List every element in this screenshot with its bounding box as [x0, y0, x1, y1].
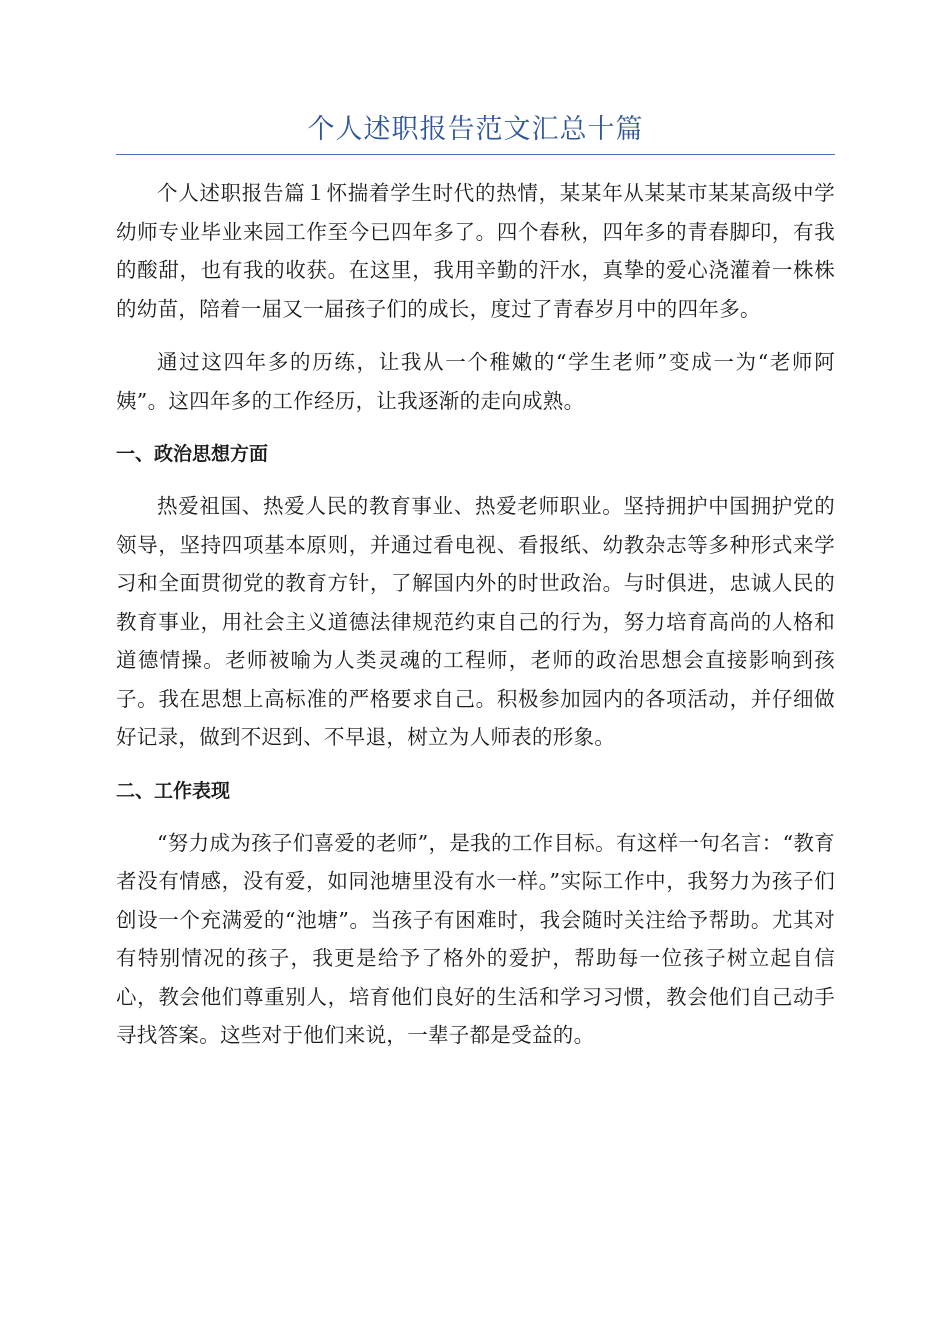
body-paragraph-1: 个人述职报告篇１怀揣着学生时代的热情，某某年从某某市某某高级中学幼师专业毕业来园工作至今已四年多了。四个春秋，四年多的青春脚印，有我的酸甜，也有我的收获。在这里，我用辛勤的汗水，真挚的爱心浇灌着一株株的幼苗，陪着一届又一届孩子们的成长，度过了青春岁月中的四年多。 — [116, 181, 835, 321]
body-paragraph-3: 热爱祖国、热爱人民的教育事业、热爱老师职业。坚持拥护中国拥护党的领导，坚持四项基本原则，并通过看电视、看报纸、幼教杂志等多种形式来学习和全面贯彻党的教育方针，了解国内外的时世政治。与时俱进，忠诚人民的教育事业，用社会主义道德法律规范约束自己的行为，努力培育高尚的人格和道德情操。老师被喻为人类灵魂的工程师，老师的政治思想会直接影响到孩子。我在思想上高标准的严格要求自己。积极参加园内的各项活动，并仔细做好记录，做到不迟到、不早退，树立为人师表的形象。 — [116, 494, 835, 749]
section-heading-politics: 一、政治思想方面 — [116, 443, 269, 465]
page-title: 个人述职报告范文汇总十篇 — [307, 114, 644, 145]
body-paragraph-2: 通过这四年多的历练，让我从一个稚嫩的“学生老师”变成一为“老师阿姨”。这四年多的工作经历，让我逐渐的走向成熟。 — [116, 350, 835, 413]
title-underline — [116, 154, 835, 155]
section-heading-work: 二、工作表现 — [116, 779, 231, 802]
body-paragraph-4: “努力成为孩子们喜爱的老师”，是我的工作目标。有这样一句名言：“教育者没有情感，没有爱，如同池塘里没有水一样。”实际工作中，我努力为孩子们创设一个充满爱的“池塘”。当孩子有困难时，我会随时关注给予帮助。尤其对有特别情况的孩子，我更是给予了格外的爱护，帮助每一位孩子树立起自信心，教会他们尊重别人，培育他们良好的生活和学习习惯，教会他们自己动手寻找答案。这些对于他们来说，一辈子都是受益的。 — [116, 830, 835, 1047]
document-page — [116, 110, 835, 1070]
